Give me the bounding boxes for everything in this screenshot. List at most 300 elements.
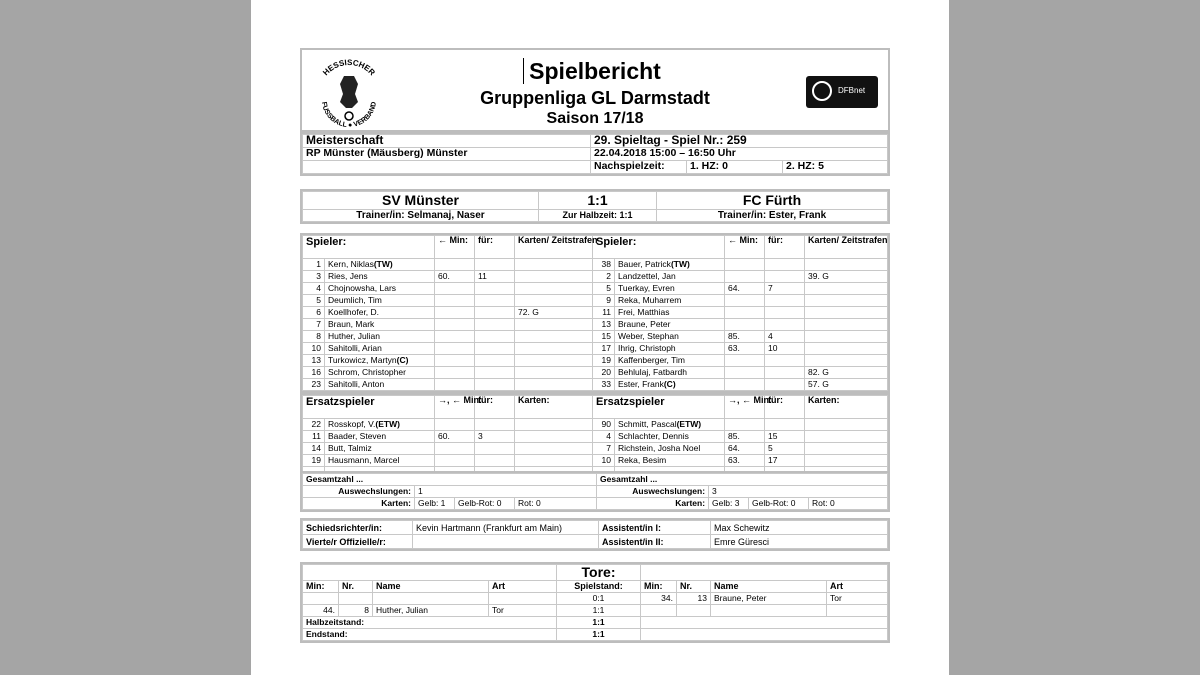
report-header [300, 48, 890, 132]
venue: RP Münster (Mäusberg) Münster [303, 148, 591, 161]
home-player-replaced [475, 455, 515, 467]
karten-header: Karten/ Zeitstrafen [515, 236, 593, 259]
away-goal-type [827, 605, 888, 617]
away-player-replaced [765, 259, 805, 271]
home-player-cards [515, 295, 593, 307]
away-player-replaced [765, 355, 805, 367]
goal-art-header: Art [489, 581, 557, 593]
home-player-sub-minute: 60. [435, 431, 475, 443]
home-karten-label: Karten: [303, 498, 415, 510]
halftime-row-label: Halbzeitstand: [303, 617, 557, 629]
away-player-cards [805, 319, 888, 331]
away-player-name-text: Braune, Peter [618, 319, 671, 330]
home-player-number: 22 [303, 419, 325, 431]
home-player-number: 16 [303, 367, 325, 379]
away-coach: Trainer/in: Ester, Frank [657, 210, 888, 222]
away-player-name [615, 455, 725, 467]
away-player-number: 90 [593, 419, 615, 431]
home-player-name-text: Ries, Jens [328, 271, 368, 282]
away-player-sub-minute: 63. [725, 343, 765, 355]
home-goal-minute: 44. [303, 605, 339, 617]
home-player-name-text: Sahitolli, Anton [328, 379, 385, 390]
lineup-row [303, 319, 888, 331]
home-goal-scorer [373, 593, 489, 605]
dfb-emblem-icon [812, 81, 832, 101]
goal-art-header: Art [827, 581, 888, 593]
away-player-name [615, 271, 725, 283]
home-player-name [325, 283, 435, 295]
home-player-name [325, 271, 435, 283]
officials [300, 518, 890, 551]
home-player-name-text: Huther, Julian [328, 331, 380, 342]
away-player-replaced [765, 271, 805, 283]
final-row-label: Endstand: [303, 629, 557, 641]
home-player-name-text: Sahitolli, Arian [328, 343, 382, 354]
away-player-replaced: 15 [765, 431, 805, 443]
goal-min-header: Min: [641, 581, 677, 593]
goals [300, 562, 890, 643]
goal-row [303, 593, 888, 605]
away-player-number: 15 [593, 331, 615, 343]
home-player-number: 1 [303, 259, 325, 271]
away-player-number: 13 [593, 319, 615, 331]
competition: Meisterschaft [303, 135, 591, 148]
home-player-cards [515, 455, 593, 467]
assistant1-name: Max Schewitz [711, 521, 888, 535]
away-player-replaced: 5 [765, 443, 805, 455]
assistant2-label: Assistent/in II: [599, 535, 711, 549]
away-player-sub-minute: 63. [725, 455, 765, 467]
second-half-stoppage: 2. HZ: 5 [783, 161, 888, 174]
away-player-sub-minute [725, 419, 765, 431]
home-player-cards [515, 379, 593, 391]
away-player-cards [805, 295, 888, 307]
home-player-number: 13 [303, 355, 325, 367]
min-header: →, ← Min: [435, 396, 475, 419]
home-gelb: Gelb: 1 [415, 498, 455, 510]
lineup-row [303, 355, 888, 367]
home-player-name [325, 379, 435, 391]
home-player-replaced [475, 367, 515, 379]
home-player-cards: 72. G [515, 307, 593, 319]
away-wechsel-label: Auswechslungen: [597, 486, 709, 498]
away-player-name-text: Reka, Besim [618, 455, 667, 466]
away-player-cards [805, 443, 888, 455]
goal-min-header: Min: [303, 581, 339, 593]
away-player-replaced [765, 367, 805, 379]
league-name: Gruppenliga GL Darmstadt [480, 88, 710, 108]
home-player-replaced [475, 355, 515, 367]
home-player-name-text: Butt, Talmiz [328, 443, 372, 454]
home-player-sub-minute: 60. [435, 271, 475, 283]
totals [300, 471, 890, 512]
away-team: FC Fürth [657, 192, 888, 210]
home-player-sub-minute [435, 307, 475, 319]
away-player-cards: 39. G [805, 271, 888, 283]
goal-row [303, 605, 888, 617]
home-wechsel-count: 1 [415, 486, 597, 498]
home-player-sub-minute [435, 455, 475, 467]
home-player-cards [515, 319, 593, 331]
home-player-replaced [475, 295, 515, 307]
away-player-sub-minute [725, 319, 765, 331]
away-goal-scorer [711, 605, 827, 617]
away-player-cards: 57. G [805, 379, 888, 391]
away-player-cards [805, 419, 888, 431]
logo-text: HESSISCHER [321, 57, 377, 78]
halftime-row-score: 1:1 [557, 617, 641, 629]
home-player-number: 5 [303, 295, 325, 307]
home-goal-number: 8 [339, 605, 373, 617]
away-player-role-tag: (TW) [670, 259, 690, 270]
away-player-name-text: Ester, Frank [618, 379, 664, 390]
home-player-number: 10 [303, 343, 325, 355]
away-player-sub-minute [725, 271, 765, 283]
home-player-sub-minute [435, 367, 475, 379]
home-player-role-tag: (C) [396, 355, 409, 366]
home-player-cards [515, 443, 593, 455]
home-player-name-text: Kern, Niklas [328, 259, 374, 270]
away-player-name-text: Bauer, Patrick [618, 259, 671, 270]
home-player-name [325, 443, 435, 455]
home-subs-header: Ersatzspieler [303, 396, 435, 419]
home-player-number: 4 [303, 283, 325, 295]
goal-spielstand-header: Spielstand: [557, 581, 641, 593]
datetime: 22.04.2018 15:00 – 16:50 Uhr [591, 148, 888, 161]
away-player-number: 7 [593, 443, 615, 455]
away-player-name [615, 379, 725, 391]
home-player-sub-minute [435, 379, 475, 391]
away-player-cards [805, 455, 888, 467]
referee-label: Schiedsrichter/in: [303, 521, 413, 535]
home-player-replaced: 11 [475, 271, 515, 283]
home-player-cards [515, 419, 593, 431]
away-player-name [615, 295, 725, 307]
lineup-header [303, 236, 888, 259]
away-player-role-tag: (C) [663, 379, 676, 390]
karten-header: Karten: [805, 396, 888, 419]
subs-header [303, 396, 888, 419]
away-player-replaced: 4 [765, 331, 805, 343]
final-row-score: 1:1 [557, 629, 641, 641]
home-player-replaced [475, 343, 515, 355]
away-player-sub-minute [725, 367, 765, 379]
home-player-cards [515, 355, 593, 367]
home-player-name-text: Koellhofer, D. [328, 307, 380, 318]
home-player-name [325, 319, 435, 331]
halftime-row [303, 617, 888, 629]
away-goal-minute: 34. [641, 593, 677, 605]
final-score: 1:1 [539, 192, 657, 210]
away-player-name-text: Landzettel, Jan [618, 271, 676, 282]
away-goal-number [677, 605, 711, 617]
home-goal-scorer: Huther, Julian [373, 605, 489, 617]
karten-header: Karten/ Zeitstrafen [805, 236, 888, 259]
away-player-name-text: Ihrig, Christoph [618, 343, 676, 354]
away-goal-type: Tor [827, 593, 888, 605]
goal-score-state: 0:1 [557, 593, 641, 605]
away-player-name [615, 283, 725, 295]
away-player-name-text: Richstein, Josha Noel [618, 443, 701, 454]
goals-title: Tore: [557, 565, 641, 581]
away-player-number: 9 [593, 295, 615, 307]
away-player-name [615, 431, 725, 443]
away-player-name [615, 419, 725, 431]
home-player-name [325, 295, 435, 307]
season: Saison 17/18 [546, 110, 644, 127]
referee-name: Kevin Hartmann (Frankfurt am Main) [413, 521, 599, 535]
away-goal-number: 13 [677, 593, 711, 605]
away-player-name [615, 307, 725, 319]
away-player-name [615, 343, 725, 355]
assistant1-label: Assistent/in I: [599, 521, 711, 535]
goal-score-state: 1:1 [557, 605, 641, 617]
home-player-sub-minute [435, 259, 475, 271]
home-player-name-text: Deumlich, Tim [328, 295, 382, 306]
home-player-replaced [475, 419, 515, 431]
dfbnet-logo [806, 76, 878, 108]
away-player-replaced: 17 [765, 455, 805, 467]
away-player-replaced [765, 295, 805, 307]
home-wechsel-label: Auswechslungen: [303, 486, 415, 498]
away-player-name-text: Schmitt, Pascal [618, 419, 677, 430]
away-player-name [615, 319, 725, 331]
home-player-name [325, 419, 435, 431]
substitute-row [303, 419, 888, 431]
away-gelbrot: Gelb-Rot: 0 [749, 498, 809, 510]
home-player-name-text: Braun, Mark [328, 319, 375, 330]
away-subs-header: Ersatzspieler [593, 396, 725, 419]
fuer-header: für: [475, 236, 515, 259]
final-row [303, 629, 888, 641]
goal-nr-header: Nr. [677, 581, 711, 593]
lineup-row [303, 343, 888, 355]
away-player-number: 5 [593, 283, 615, 295]
min-header: ← Min: [725, 236, 765, 259]
away-wechsel-count: 3 [709, 486, 888, 498]
away-totals-label: Gesamtzahl ... [597, 474, 888, 486]
home-player-number: 8 [303, 331, 325, 343]
away-player-name [615, 367, 725, 379]
home-player-name [325, 259, 435, 271]
away-player-sub-minute: 85. [725, 431, 765, 443]
first-half-stoppage: 1. HZ: 0 [687, 161, 783, 174]
away-player-name [615, 355, 725, 367]
away-player-name-text: Schlachter, Dennis [618, 431, 689, 442]
away-player-cards [805, 307, 888, 319]
home-player-replaced [475, 443, 515, 455]
home-player-role-tag: (ETW) [375, 419, 400, 430]
away-player-replaced: 10 [765, 343, 805, 355]
away-goal-minute [641, 605, 677, 617]
home-goal-number [339, 593, 373, 605]
away-player-name-text: Weber, Stephan [618, 331, 679, 342]
away-player-sub-minute [725, 355, 765, 367]
away-player-name-text: Frei, Matthias [618, 307, 670, 318]
away-player-name-text: Kaffenberger, Tim [618, 355, 685, 366]
lineup-row [303, 271, 888, 283]
home-player-replaced: 3 [475, 431, 515, 443]
away-rot: Rot: 0 [809, 498, 888, 510]
away-player-name [615, 259, 725, 271]
away-player-sub-minute: 64. [725, 443, 765, 455]
away-karten-label: Karten: [597, 498, 709, 510]
home-goal-type [489, 593, 557, 605]
lineup-row [303, 307, 888, 319]
away-player-cards [805, 283, 888, 295]
away-player-cards [805, 343, 888, 355]
home-player-number: 14 [303, 443, 325, 455]
goal-name-header: Name [711, 581, 827, 593]
home-goal-type: Tor [489, 605, 557, 617]
home-player-number: 23 [303, 379, 325, 391]
lineup-row [303, 259, 888, 271]
home-player-number: 19 [303, 455, 325, 467]
away-player-cards: 82. G [805, 367, 888, 379]
home-player-number: 3 [303, 271, 325, 283]
lineup-row [303, 283, 888, 295]
home-player-sub-minute [435, 319, 475, 331]
halftime-score: Zur Halbzeit: 1:1 [539, 210, 657, 222]
home-player-sub-minute [435, 295, 475, 307]
away-player-replaced [765, 419, 805, 431]
away-player-name-text: Tuerkay, Evren [618, 283, 675, 294]
away-player-number: 38 [593, 259, 615, 271]
home-coach: Trainer/in: Selmanaj, Naser [303, 210, 539, 222]
away-player-number: 11 [593, 307, 615, 319]
away-goal-scorer: Braune, Peter [711, 593, 827, 605]
away-player-number: 19 [593, 355, 615, 367]
home-player-replaced [475, 307, 515, 319]
lineup-row [303, 295, 888, 307]
away-player-cards [805, 431, 888, 443]
away-player-name-text: Reka, Muharrem [618, 295, 682, 306]
goal-name-header: Name [373, 581, 489, 593]
fuer-header: für: [765, 396, 805, 419]
away-player-role-tag: (ETW) [676, 419, 702, 430]
home-player-sub-minute [435, 343, 475, 355]
home-player-cards [515, 431, 593, 443]
away-player-sub-minute: 64. [725, 283, 765, 295]
home-player-sub-minute [435, 443, 475, 455]
away-player-number: 17 [593, 343, 615, 355]
karten-header: Karten: [515, 396, 593, 419]
home-player-sub-minute [435, 355, 475, 367]
home-player-sub-minute [435, 419, 475, 431]
home-player-number: 11 [303, 431, 325, 443]
home-players-header: Spieler: [303, 236, 435, 259]
home-player-number: 6 [303, 307, 325, 319]
away-player-replaced: 7 [765, 283, 805, 295]
home-player-name [325, 355, 435, 367]
away-player-sub-minute [725, 307, 765, 319]
home-player-replaced [475, 283, 515, 295]
home-player-cards [515, 271, 593, 283]
stoppage-label: Nachspielzeit: [591, 161, 687, 174]
substitutes [300, 393, 890, 481]
away-player-cards [805, 355, 888, 367]
home-player-sub-minute [435, 331, 475, 343]
fuer-header: für: [475, 396, 515, 419]
assistant2-name: Emre Güresci [711, 535, 888, 549]
away-players-header: Spieler: [593, 236, 725, 259]
away-player-number: 2 [593, 271, 615, 283]
home-player-name [325, 367, 435, 379]
home-team: SV Münster [303, 192, 539, 210]
min-header: →, ← Min: [725, 396, 765, 419]
home-player-name-text: Hausmann, Marcel [328, 455, 400, 466]
away-player-number: 4 [593, 431, 615, 443]
min-header: ← Min: [435, 236, 475, 259]
home-gelbrot: Gelb-Rot: 0 [455, 498, 515, 510]
home-player-replaced [475, 319, 515, 331]
home-player-name-text: Chojnowsha, Lars [328, 283, 397, 294]
dfbnet-label: DFBnet [838, 86, 866, 95]
home-player-replaced [475, 379, 515, 391]
away-player-sub-minute [725, 295, 765, 307]
home-player-cards [515, 283, 593, 295]
lineups [300, 233, 890, 393]
away-player-cards [805, 331, 888, 343]
match-info [300, 132, 890, 176]
home-goal-minute [303, 593, 339, 605]
home-player-name-text: Rosskopf, V. [328, 419, 376, 430]
home-player-cards [515, 367, 593, 379]
away-player-cards [805, 259, 888, 271]
substitute-row [303, 455, 888, 467]
svg-text:FUSSBALL ● VERBAND: FUSSBALL ● VERBAND [320, 101, 379, 130]
home-player-number: 7 [303, 319, 325, 331]
home-player-name [325, 431, 435, 443]
fourth-official-label: Vierte/r Offizielle/r: [303, 535, 413, 549]
report-title: Spielbericht [529, 58, 661, 84]
away-gelb: Gelb: 3 [709, 498, 749, 510]
lineup-row [303, 367, 888, 379]
home-player-cards [515, 259, 593, 271]
fourth-official-name [413, 535, 599, 549]
away-player-name [615, 443, 725, 455]
away-player-name [615, 331, 725, 343]
text-cursor [523, 58, 524, 84]
home-player-replaced [475, 259, 515, 271]
match-result [300, 189, 890, 224]
goal-nr-header: Nr. [339, 581, 373, 593]
away-player-number: 20 [593, 367, 615, 379]
home-player-sub-minute [435, 283, 475, 295]
home-player-name [325, 343, 435, 355]
fuer-header: für: [765, 236, 805, 259]
away-player-name-text: Behlulaj, Fatbardh [618, 367, 688, 378]
away-player-number: 33 [593, 379, 615, 391]
home-player-name [325, 455, 435, 467]
home-player-replaced [475, 331, 515, 343]
away-player-number: 10 [593, 455, 615, 467]
home-player-name [325, 331, 435, 343]
substitute-row [303, 443, 888, 455]
home-player-name-text: Baader, Steven [328, 431, 387, 442]
lineup-row [303, 379, 888, 391]
substitute-row [303, 431, 888, 443]
away-player-replaced [765, 307, 805, 319]
home-player-cards [515, 331, 593, 343]
away-player-replaced [765, 319, 805, 331]
matchday: 29. Spieltag - Spiel Nr.: 259 [591, 135, 888, 148]
home-totals-label: Gesamtzahl ... [303, 474, 597, 486]
home-player-name-text: Schrom, Christopher [328, 367, 406, 378]
away-player-sub-minute [725, 379, 765, 391]
home-player-name [325, 307, 435, 319]
away-player-replaced [765, 379, 805, 391]
